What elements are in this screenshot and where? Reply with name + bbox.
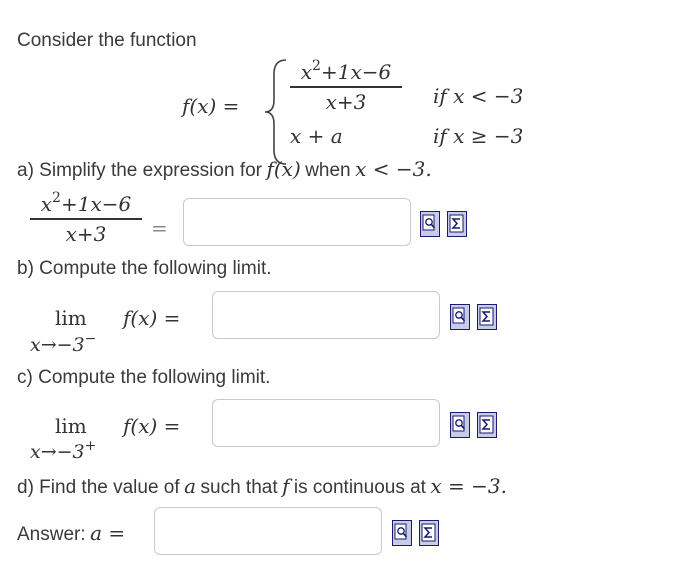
preview-icon[interactable] xyxy=(450,412,470,438)
equation-editor-icon[interactable] xyxy=(477,304,497,330)
part-c-fx: f(x) = xyxy=(123,414,181,438)
part-b-sub-sup: − xyxy=(84,331,97,347)
part-d-prompt xyxy=(17,474,507,499)
part-d-label-mid: such that xyxy=(200,477,278,498)
part-d-var: a xyxy=(184,474,197,498)
part-a-answer-input[interactable] xyxy=(183,198,411,246)
part-a-num-base: x xyxy=(40,192,53,216)
preview-icon[interactable] xyxy=(392,520,412,546)
function-lhs: f(x) = xyxy=(182,94,240,118)
part-d-answer-input[interactable] xyxy=(154,507,382,555)
part-a-equals: = xyxy=(151,216,168,240)
part-a-fx: f(x) xyxy=(266,157,301,181)
part-a-num-rest: +1x−6 xyxy=(60,192,132,216)
preview-icon[interactable] xyxy=(420,211,440,237)
part-c-subscript xyxy=(30,438,97,463)
intro-text: Consider the function xyxy=(17,30,197,51)
part-a-fraction xyxy=(30,192,142,246)
case1-condition: if x < −3 xyxy=(433,84,524,108)
part-a-label: a) Simplify the expression for xyxy=(17,160,262,181)
case1-fraction xyxy=(290,60,402,114)
part-d-condition: x = −3. xyxy=(430,474,507,498)
case1-num-exp: 2 xyxy=(312,58,321,74)
equation-editor-icon[interactable] xyxy=(477,412,497,438)
part-b-sub-base: x→−3 xyxy=(30,334,85,356)
part-a-den: x+3 xyxy=(65,221,107,246)
case2-expression: x + a xyxy=(290,124,343,148)
equation-editor-icon[interactable] xyxy=(447,211,467,237)
case2-condition: if x ≥ −3 xyxy=(433,124,524,148)
part-a-num-exp: 2 xyxy=(52,190,61,206)
equation-editor-icon[interactable] xyxy=(419,520,439,546)
part-d-label-post: is continuous at xyxy=(293,477,426,498)
case1-den: x+3 xyxy=(325,89,367,114)
part-b-answer-input[interactable] xyxy=(212,291,440,339)
answer-variable: a = xyxy=(90,521,126,545)
answer-label: Answer: xyxy=(17,524,86,545)
part-c-answer-input[interactable] xyxy=(212,399,440,447)
part-a-prompt xyxy=(17,157,432,182)
part-c-sub-base: x→−3 xyxy=(30,441,85,463)
part-b-subscript xyxy=(30,331,97,356)
part-b-label: b) Compute the following limit. xyxy=(17,258,272,279)
part-c-label: c) Compute the following limit. xyxy=(17,367,271,388)
case1-num-base: x xyxy=(300,60,313,84)
case1-num-rest: +1x−6 xyxy=(320,60,392,84)
part-b-fx: f(x) = xyxy=(123,306,181,330)
part-d-label-pre: d) Find the value of xyxy=(17,477,180,498)
part-b-lim: lim xyxy=(55,306,87,330)
part-d-f: f xyxy=(282,474,290,498)
preview-icon[interactable] xyxy=(450,304,470,330)
part-a-condition: x < −3. xyxy=(355,157,432,181)
part-a-when: when xyxy=(305,160,351,181)
part-d-answer-label xyxy=(17,521,125,546)
part-c-sub-sup: + xyxy=(84,438,97,454)
piecewise-brace xyxy=(262,56,292,168)
part-c-lim: lim xyxy=(55,414,87,438)
